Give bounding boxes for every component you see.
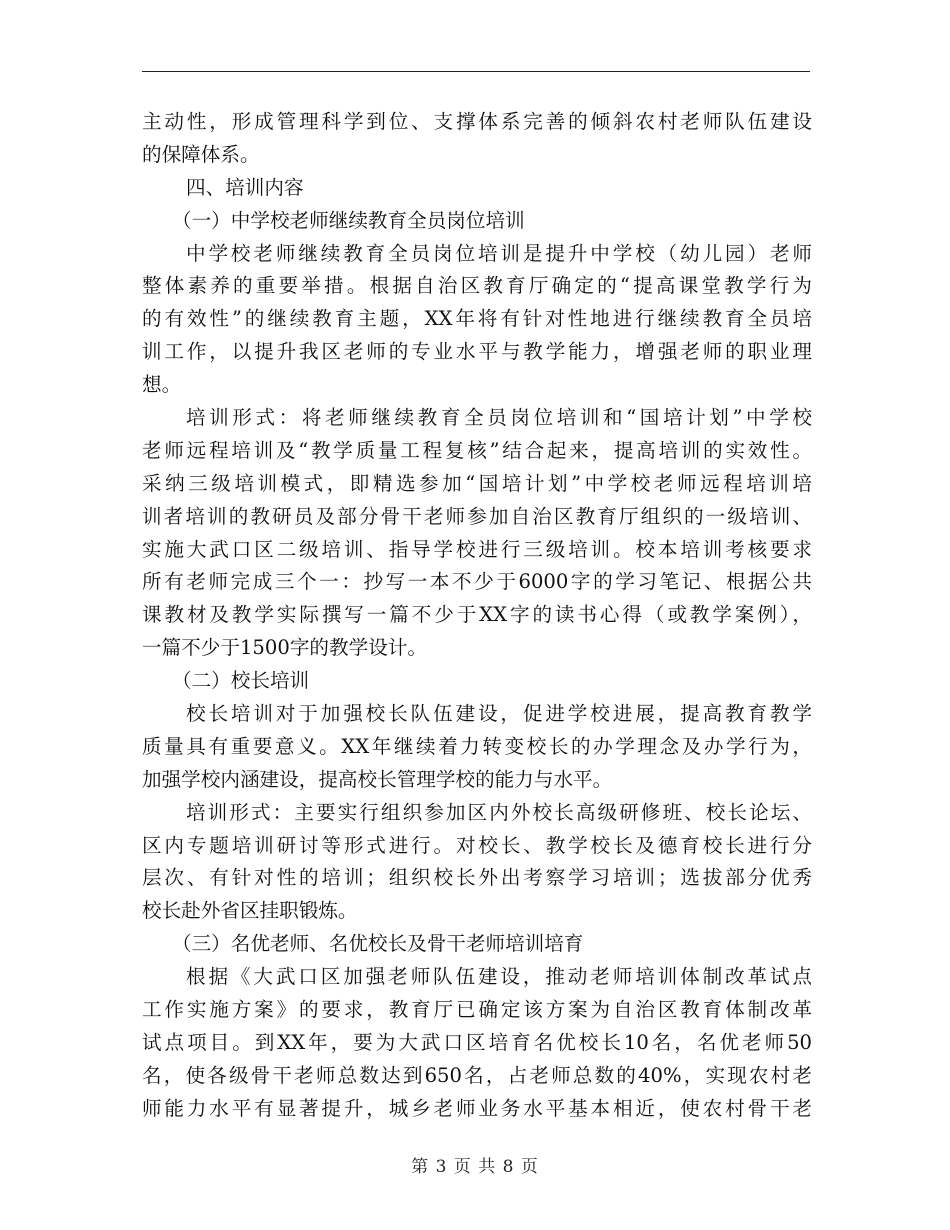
- paragraph-line: 一篇不少于1500字的教学设计。: [142, 636, 427, 660]
- subsection-heading: （三）名优老师、名优校长及骨干老师培训培育: [172, 932, 584, 956]
- body-text: [142, 106, 812, 1126]
- paragraph-line: 的有效性”的继续教育主题，XX年将有针对性地进行继续教育全员培: [142, 307, 812, 331]
- paragraph-line: 校长赴外省区挂职锻炼。: [142, 899, 358, 923]
- paragraph-line: 采纳三级培训模式，即精选参加“国培计划”中学校老师远程培训培: [142, 471, 812, 495]
- paragraph-line: 根据《大武口区加强老师队伍建设，推动老师培训体制改革试点: [186, 965, 812, 989]
- paragraph-line: 试点项目。到XX年，要为大武口区培育名优校长10名，名优老师50: [142, 1030, 812, 1054]
- paragraph-line: 课教材及教学实际撰写一篇不少于XX字的读书心得（或教学案例），: [142, 603, 812, 627]
- paragraph-line: 师能力水平有显著提升，城乡老师业务水平基本相近，使农村骨干老: [142, 1096, 812, 1120]
- paragraph-line: 中学校老师继续教育全员岗位培训是提升中学校（幼儿园）老师: [186, 241, 812, 265]
- paragraph-line: 层次、有针对性的培训；组织校长外出考察学习培训；选拔部分优秀: [142, 866, 812, 890]
- paragraph-line: 工作实施方案》的要求，教育厅已确定该方案为自治区教育体制改革: [142, 998, 812, 1022]
- paragraph-line: 培训形式：主要实行组织参加区内外校长高级研修班、校长论坛、: [186, 800, 812, 824]
- header-rule: [142, 71, 810, 72]
- paragraph-line: 训工作，以提升我区老师的专业水平与教学能力，增强老师的职业理: [142, 340, 812, 364]
- paragraph-line: 整体素养的重要举措。根据自治区教育厅确定的“提高课堂教学行为: [142, 274, 812, 298]
- paragraph-line: 加强学校内涵建设，提高校长管理学校的能力与水平。: [142, 767, 613, 791]
- paragraph-line: 培训形式：将老师继续教育全员岗位培训和“国培计划”中学校: [186, 406, 812, 430]
- page-footer: 第 3 页 共 8 页: [411, 1157, 539, 1177]
- paragraph-line: 校长培训对于加强校长队伍建设，促进学校进展，提高教育教学: [186, 702, 812, 726]
- subsection-heading: （二）校长培训: [172, 669, 310, 693]
- paragraph-line: 训者培训的教研员及部分骨干老师参加自治区教育厅组织的一级培训、: [142, 504, 812, 528]
- paragraph-line: 区内专题培训研讨等形式进行。对校长、教学校长及德育校长进行分: [142, 833, 812, 857]
- subsection-heading: （一）中学校老师继续教育全员岗位培训: [172, 208, 525, 232]
- paragraph-line: 所有老师完成三个一：抄写一本不少于6000字的学习笔记、根据公共: [142, 570, 812, 594]
- paragraph-line: 的保障体系。: [142, 142, 260, 166]
- paragraph-line: 想。: [142, 373, 182, 397]
- paragraph-line: 主动性，形成管理科学到位、支撑体系完善的倾斜农村老师队伍建设: [142, 110, 812, 133]
- section-heading: 四、培训内容: [186, 175, 304, 199]
- paragraph-line: 老师远程培训及“教学质量工程复核”结合起来，提高培训的实效性。: [142, 438, 812, 462]
- paragraph-line: 质量具有重要意义。XX年继续着力转变校长的办学理念及办学行为，: [142, 734, 812, 758]
- paragraph-line: 实施大武口区二级培训、指导学校进行三级培训。校本培训考核要求: [142, 537, 812, 561]
- paragraph-line: 名，使各级骨干老师总数达到650名，占老师总数的40%，实现农村老: [142, 1063, 812, 1087]
